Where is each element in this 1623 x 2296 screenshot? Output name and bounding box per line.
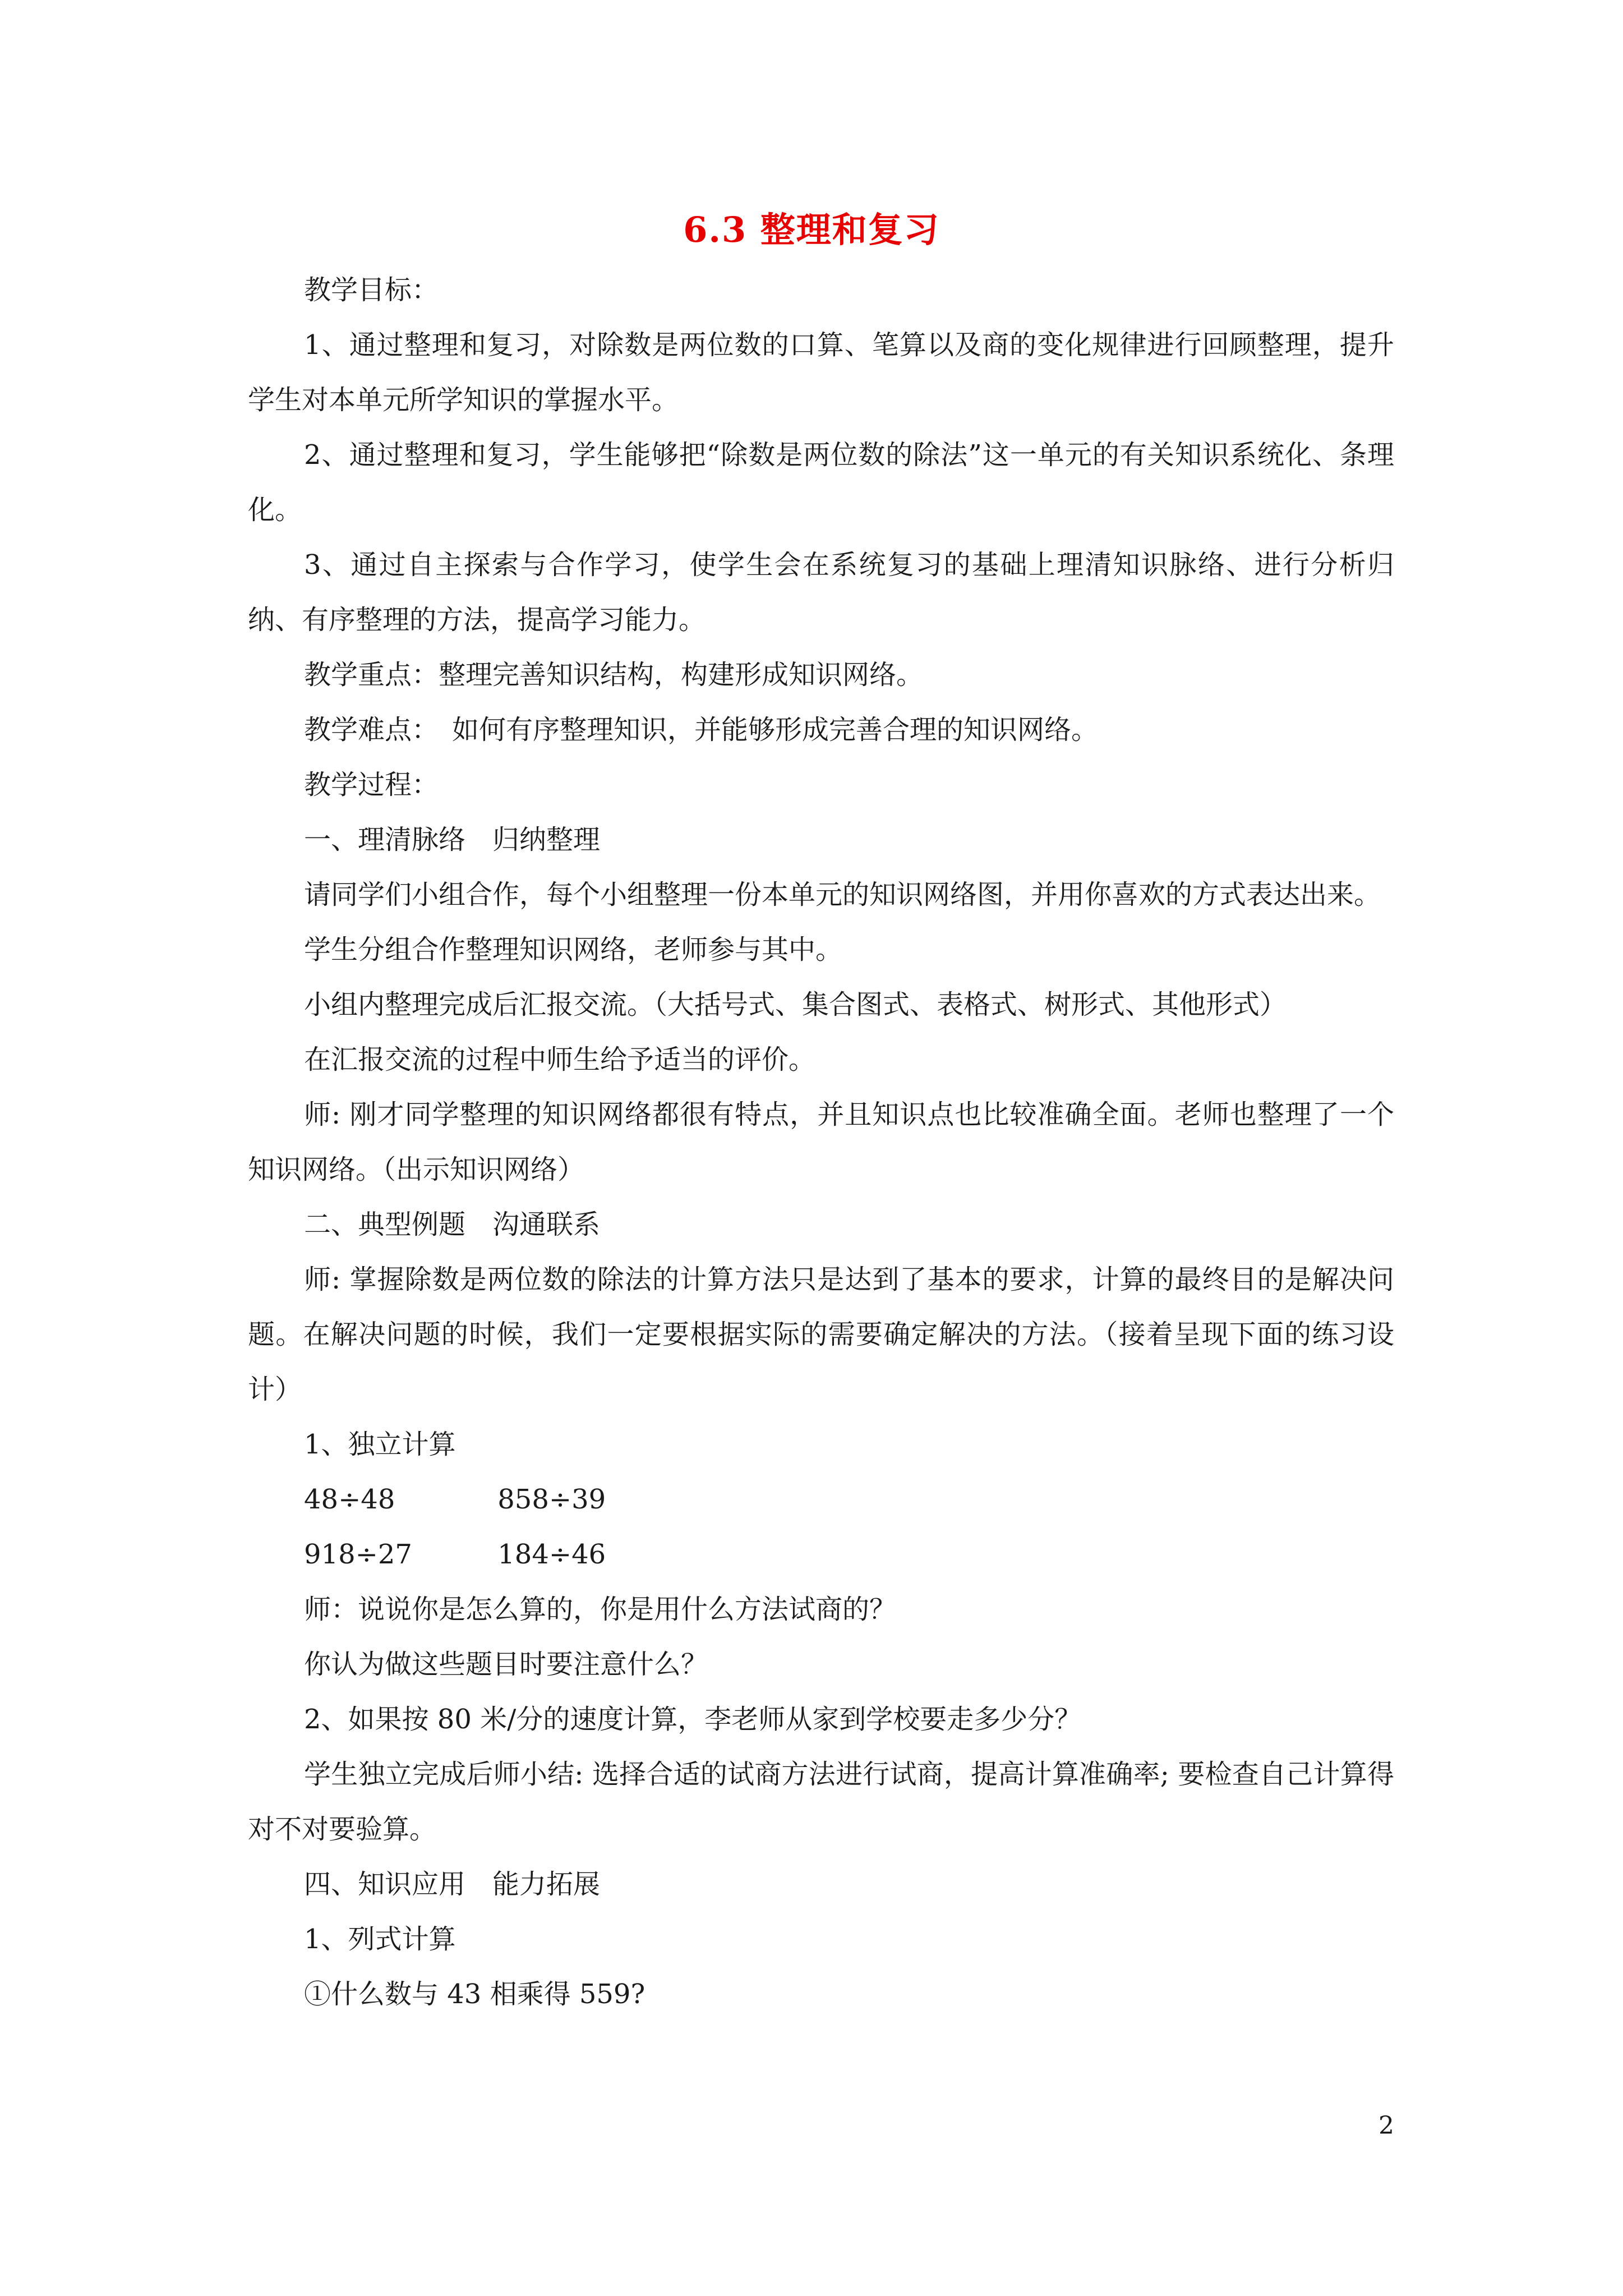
paragraph: 你认为做这些题目时要注意什么？ <box>304 1649 708 1680</box>
calculation-item: 184÷46 <box>497 1539 606 1570</box>
paragraph: 2、通过整理和复习，学生能够把“除数是两位数的除法”这一单元的有关知识系统化、条理化。 <box>248 439 1394 526</box>
document-body <box>248 263 1394 2022</box>
paragraph: 小组内整理完成后汇报交流。（大括号式、集合图式、表格式、树形式、其他形式） <box>304 989 1287 1020</box>
paragraph: 师：说说你是怎么算的，你是用什么方法试商的？ <box>304 1594 897 1625</box>
section-heading: 一、理清脉络 归纳整理 <box>304 824 601 855</box>
calculation-row <box>248 1472 1394 1527</box>
paragraph: ①什么数与 43 相乘得 559? <box>304 1978 645 2010</box>
paragraph: 1、独立计算 <box>304 1429 456 1460</box>
paragraph: 教学难点： 如何有序整理知识，并能够形成完善合理的知识网络。 <box>304 714 1099 746</box>
calculation-row <box>248 1527 1394 1582</box>
page-number: 2 <box>1378 2111 1394 2140</box>
paragraph: 1、列式计算 <box>304 1924 456 1955</box>
calculation-item: 48÷48 <box>304 1484 395 1515</box>
paragraph: 请同学们小组合作，每个小组整理一份本单元的知识网络图，并用你喜欢的方式表达出来。 <box>304 879 1381 910</box>
calculation-item: 918÷27 <box>304 1539 412 1570</box>
paragraph: 师: 刚才同学整理的知识网络都很有特点，并且知识点也比较准确全面。老师也整理了一个知识网络。（出示知识网络） <box>248 1099 1394 1185</box>
paragraph: 1、通过整理和复习，对除数是两位数的口算、笔算以及商的变化规律进行回顾整理，提升学生对本单元所学知识的掌握水平。 <box>248 329 1394 416</box>
paragraph: 学生独立完成后师小结: 选择合适的试商方法进行试商，提高计算准确率; 要检查自己计算得对不对要验算。 <box>248 1759 1394 1845</box>
paragraph: 师: 掌握除数是两位数的除法的计算方法只是达到了基本的要求，计算的最终目的是解决问题。在解决问题的时候，我们一定要根据实际的需要确定解决的方法。（接着呈现下面的练习设计） <box>248 1264 1394 1405</box>
paragraph: 在汇报交流的过程中师生给予适当的评价。 <box>304 1044 816 1075</box>
calculation-item: 858÷39 <box>497 1484 606 1515</box>
section-heading: 二、典型例题 沟通联系 <box>304 1209 601 1240</box>
paragraph: 学生分组合作整理知识网络，老师参与其中。 <box>304 934 843 965</box>
page-title: 6.3 整理和复习 <box>683 209 940 250</box>
paragraph: 教学过程： <box>304 769 439 800</box>
paragraph: 2、如果按 80 米/分的速度计算，李老师从家到学校要走多少分？ <box>304 1704 1082 1735</box>
paragraph: 教学重点：整理完善知识结构，构建形成知识网络。 <box>304 659 924 691</box>
paragraph: 3、通过自主探索与合作学习，使学生会在系统复习的基础上理清知识脉络、进行分析归纳、有序整理的方法，提高学习能力。 <box>248 549 1394 636</box>
paragraph: 教学目标： <box>304 274 439 306</box>
section-heading: 四、知识应用 能力拓展 <box>304 1869 601 1900</box>
